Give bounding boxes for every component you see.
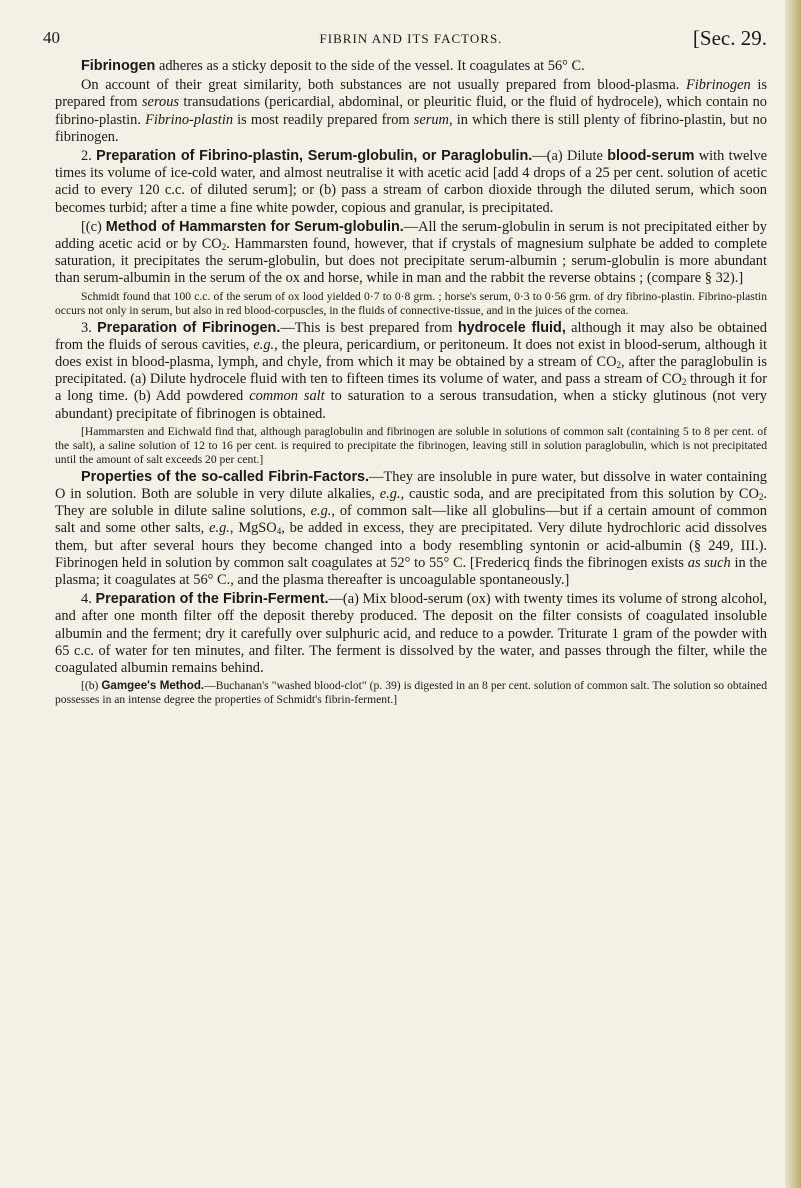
subscript: 2	[616, 360, 621, 371]
paragraph-text: adheres as a sticky deposit to the side of the vessel. It coagulates at 56° C.	[155, 58, 585, 74]
note-gamgee-method	[55, 679, 767, 707]
text-run: [(b)	[81, 679, 102, 693]
text-run: , the pleura, pericardium, or peritoneum. It does not exist in blood-serum, although it does exist in blood-plasma, lymph, and chyle, from which it may be obtained by a stream of CO	[55, 336, 767, 371]
running-head	[43, 22, 767, 58]
paragraph-preparation-fibrinogen	[55, 320, 767, 423]
text-run: . They are soluble in dilute saline solutions,	[55, 486, 767, 520]
text-run: is most readily prepared from	[233, 111, 414, 128]
text-run: , be added in excess, they are precipitated. Very dilute hydrochloric acid dissolves them, but after several hours they become changed into a body resembling syntonin or acid-albumin (§ 249, III.). Fibrinogen held in solution by common salt coagulates at 52° to 55° C. [Fredericq finds the fibrinogen exists	[55, 520, 767, 571]
text-run: On account of their great similarity, both substances are not usually prepared from blood-plasma.	[81, 77, 686, 94]
book-page	[43, 22, 768, 707]
paragraph-preparation-sources	[55, 77, 767, 146]
text-run: , caustic soda, and are precipitated from this solution by CO	[400, 486, 759, 503]
italic-run: e.g.	[253, 336, 275, 353]
text-run: in the plasma; it coagulates at 56° C., and the plasma thereafter is uncoagulable spontaneously.]	[55, 554, 767, 589]
book-spine-edge	[785, 0, 801, 1188]
paragraph-hammarsten-method	[55, 219, 767, 288]
text-run: —They are insoluble in pure water, but dissolve in water containing O in solution. Both are soluble in very dilute alkalies,	[55, 468, 767, 503]
paragraph-heading: Fibrinogen	[81, 58, 156, 74]
italic-run: serum	[413, 111, 449, 128]
item-number: 4.	[81, 591, 96, 608]
text-run: , MgSO	[229, 520, 277, 537]
text-run: through it for a long time. (b) Add powdered	[55, 371, 767, 405]
text-run: with twelve times its volume of ice-cold water, and almost neutralise it with acetic acid [add 4 drops of a 25 per cent. solution of acetic acid to every 120 c.c. of diluted serum]; or (b) pass a stream of carbon dioxide through the diluted serum, which soon becomes turbid; after a time a fine white powder, copious and granular, is precipitated.	[55, 148, 768, 216]
note-schmidt: Schmidt found that 100 c.c. of the serum of ox lood yielded 0·7 to 0·8 grm. ; horse's serum, 0·3 to 0·56 grm. of dry fibrino-plastin. Fibrino-plastin occurs not only in serum, but also in red blood-corpuscles, in the fluids of connective-tissue, and in the juices of the cornea.	[55, 289, 767, 317]
paragraph-preparation-fibrino-plastin	[55, 148, 767, 217]
subscript: 4	[276, 526, 282, 537]
text-run: , in which there is still plenty of fibrino-plastin, but no fibrinogen.	[55, 111, 767, 145]
italic-run: e.g.	[310, 503, 332, 520]
paragraph-fibrinogen-coagulation	[55, 58, 767, 75]
subscript: 2	[758, 492, 764, 503]
italic-run: serous	[141, 94, 179, 111]
text-run: , after the paraglobulin is precipitated. (a) Dilute hydrocele fluid with ten to fifteen times its volume of water, and pass a stream of CO	[55, 354, 768, 388]
text-run: —(a) Dilute	[532, 148, 608, 165]
item-number: 2.	[81, 148, 97, 165]
paragraph-heading: Properties of the so-called Fibrin-Factors.	[81, 468, 370, 485]
paragraph-heading: Method of Hammarsten for Serum-globulin.	[105, 218, 404, 235]
paragraph-heading: Preparation of Fibrino-plastin, Serum-globulin, or Paraglobulin.	[96, 148, 533, 165]
item-number: 3.	[81, 319, 98, 336]
italic-run: e.g.	[209, 520, 230, 537]
italic-run: e.g.	[379, 486, 401, 503]
text-run: [(c)	[81, 218, 106, 235]
italic-run: Fibrinogen	[686, 77, 751, 94]
subscript: 2	[221, 242, 227, 253]
bold-run: blood-serum	[607, 148, 695, 165]
subscript: 2	[681, 377, 687, 388]
paragraph-properties-fibrin-factors	[55, 469, 767, 589]
text-run: —All the serum-globulin in serum is not precipitated either by adding acetic acid or by CO	[55, 218, 767, 253]
page-number: 40	[43, 28, 60, 47]
italic-run: Fibrino-plastin	[145, 111, 234, 128]
bold-run: hydrocele fluid,	[457, 319, 566, 336]
text-run: —Buchanan's "washed blood-clot" (p. 39) is digested in an 8 per cent. solution of common salt. The solution so obtained possesses in an intense degree the properties of Schmidt's fibrin-ferment.]	[55, 679, 767, 707]
text-run: to saturation to a serous transudation, when a sticky glutinous (not very abundant) precipitate of fibrinogen is obtained.	[55, 388, 767, 422]
note-hammarsten-eichwald: [Hammarsten and Eichwald find that, although paraglobulin and fibrinogen are soluble in solutions of common salt (containing 5 to 8 per cent. of the salt), a saline solution of 12 to 16 per cent. is required to precipitate the fibrinogen, leaving still in solution paraglobulin, which is not precipitated until the amount of salt exceeds 20 per cent.]	[55, 424, 767, 466]
bold-run: Gamgee's Method.	[101, 679, 205, 693]
paragraph-preparation-fibrin-ferment	[55, 591, 767, 677]
section-label: [Sec. 29.	[692, 26, 767, 50]
text-run: although it may also be obtained from the fluids of serous cavities,	[55, 319, 767, 353]
italic-run: as such	[687, 554, 731, 571]
text-run: transudations (pericardial, abdominal, or pleuritic fluid, or the fluid of hydrocele), which contain no fibrino-plastin.	[55, 94, 767, 128]
italic-run: common salt	[249, 388, 325, 405]
text-run: is prepared from	[55, 77, 767, 111]
text-run: . Hammarsten found, however, that if crystals of magnesium sulphate be added to complete saturation, it precipitates the serum-globulin, but does not precipitate serum-albumin ; serum-globulin is more abundant than serum-albumin in the serum of the ox and horse, while in man and the rabbit the reverse obtains ; (compare § 32).]	[55, 236, 767, 287]
running-title: FIBRIN AND ITS FACTORS.	[319, 31, 503, 46]
paragraph-heading: Preparation of the Fibrin-Ferment.	[95, 591, 329, 608]
paragraph-heading: Preparation of Fibrinogen.	[97, 319, 281, 336]
text-run: —(a) Mix blood-serum (ox) with twenty times its volume of strong alcohol, and after one month filter off the deposit thereby produced. The deposit on the filter consists of coagulated insoluble albumin and the ferment; dry it carefully over sulphuric acid, and reduce to a powder. Triturate 1 gram of the powder with 65 c.c. of water for ten minutes, and filter. The ferment is dissolved by the water, and passes through the filter, while the coagulated albumin remains behind.	[55, 591, 768, 677]
text-run: , of common salt—like all globulins—but if a certain amount of common salt and some other salts,	[55, 503, 767, 537]
text-run: —This is best prepared from	[280, 319, 458, 336]
